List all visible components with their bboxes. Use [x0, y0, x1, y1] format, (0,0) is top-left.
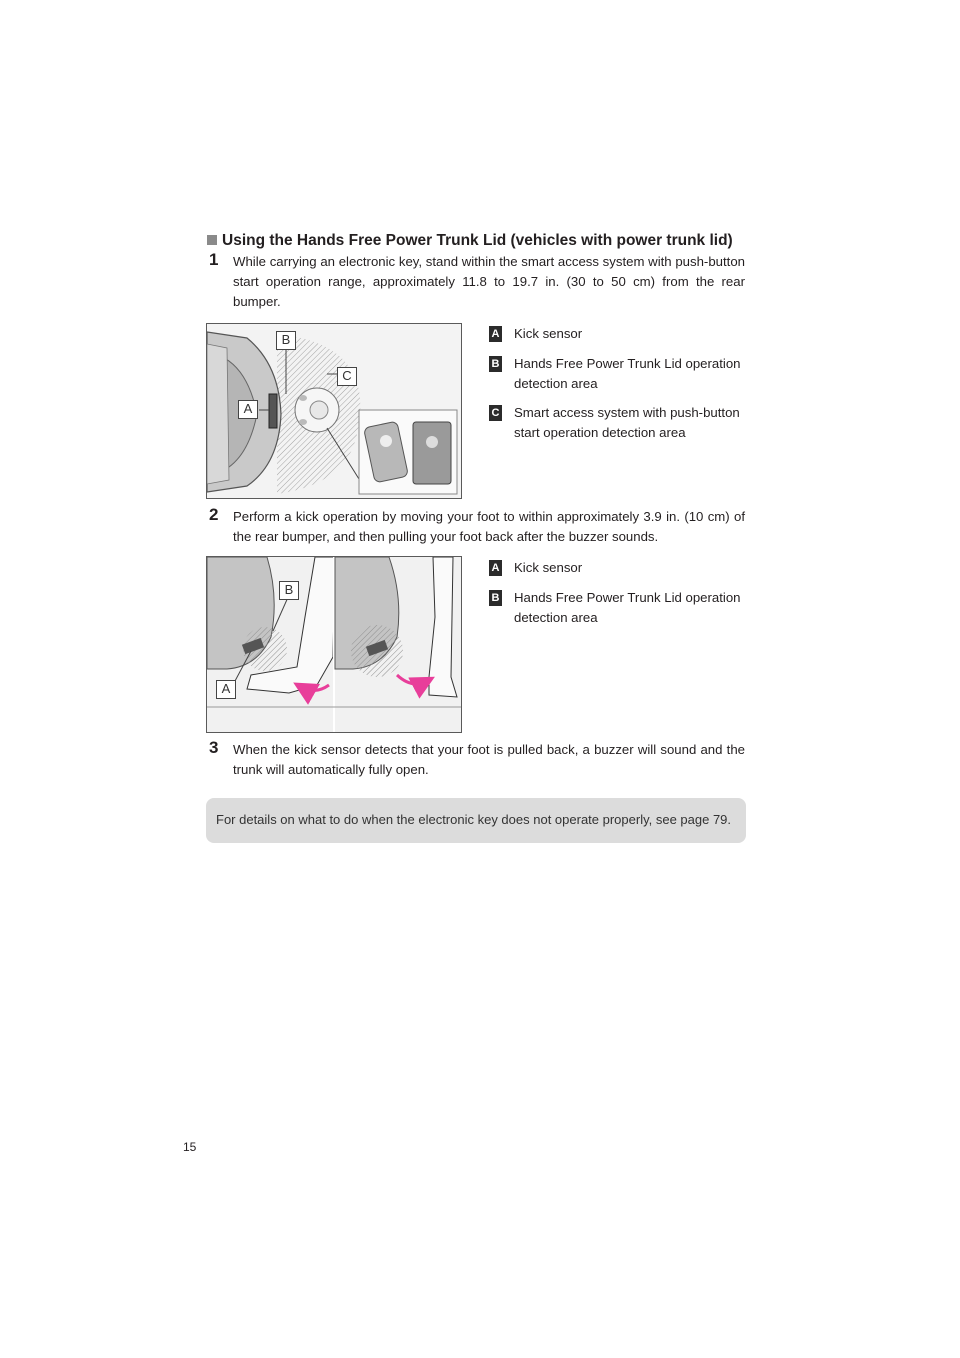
figure-label: A — [216, 680, 236, 699]
legend-text: Kick sensor — [514, 560, 583, 575]
figure-label: A — [238, 400, 258, 419]
step-text: While carrying an electronic key, stand within the smart access system with push-button start operation range, approximately 11.8 to 19.7 in. (30 to 50 cm) from the rear bumper. — [233, 254, 745, 309]
legend-badge: B — [489, 356, 502, 372]
note-text: For details on what to do when the electronic key does not operate properly, see page 79. — [216, 812, 732, 827]
figure-trunk-detection-areas — [206, 323, 462, 499]
legend-text: Kick sensor — [514, 326, 583, 341]
figure-label: B — [276, 331, 296, 350]
figure-kick-operation — [206, 556, 462, 733]
legend-text: Smart access system with push-button start operation detection area — [514, 405, 740, 440]
legend-item — [489, 324, 779, 348]
legend-badge: B — [489, 590, 502, 606]
section-heading-text: Using the Hands Free Power Trunk Lid (vehicles with power trunk lid) — [222, 232, 733, 249]
legend-item — [489, 403, 779, 447]
legend-item — [489, 558, 779, 582]
legend-text: Hands Free Power Trunk Lid operation detection area — [514, 590, 741, 625]
step-number: 3 — [209, 738, 219, 757]
step-text: When the kick sensor detects that your foot is pulled back, a buzzer will sound and the trunk will automatically fully open. — [233, 742, 745, 777]
legend-text: Hands Free Power Trunk Lid operation detection area — [514, 356, 741, 391]
section-heading — [207, 232, 733, 250]
figure-label: B — [279, 581, 299, 600]
legend-badge: A — [489, 326, 502, 342]
page-number: 15 — [183, 1140, 197, 1154]
kick-operation-illustration — [207, 557, 461, 732]
heading-square-icon — [207, 235, 217, 245]
step-number: 1 — [209, 250, 219, 269]
step-text: Perform a kick operation by moving your foot to within approximately 3.9 in. (10 cm) of the rear bumper, and then pulling your foot back after the buzzer sounds. — [233, 509, 745, 544]
legend-item — [489, 588, 779, 632]
figure-label: C — [337, 367, 357, 386]
step-number: 2 — [209, 505, 219, 524]
legend-badge: A — [489, 560, 502, 576]
legend-badge: C — [489, 405, 502, 421]
legend-item — [489, 354, 779, 398]
